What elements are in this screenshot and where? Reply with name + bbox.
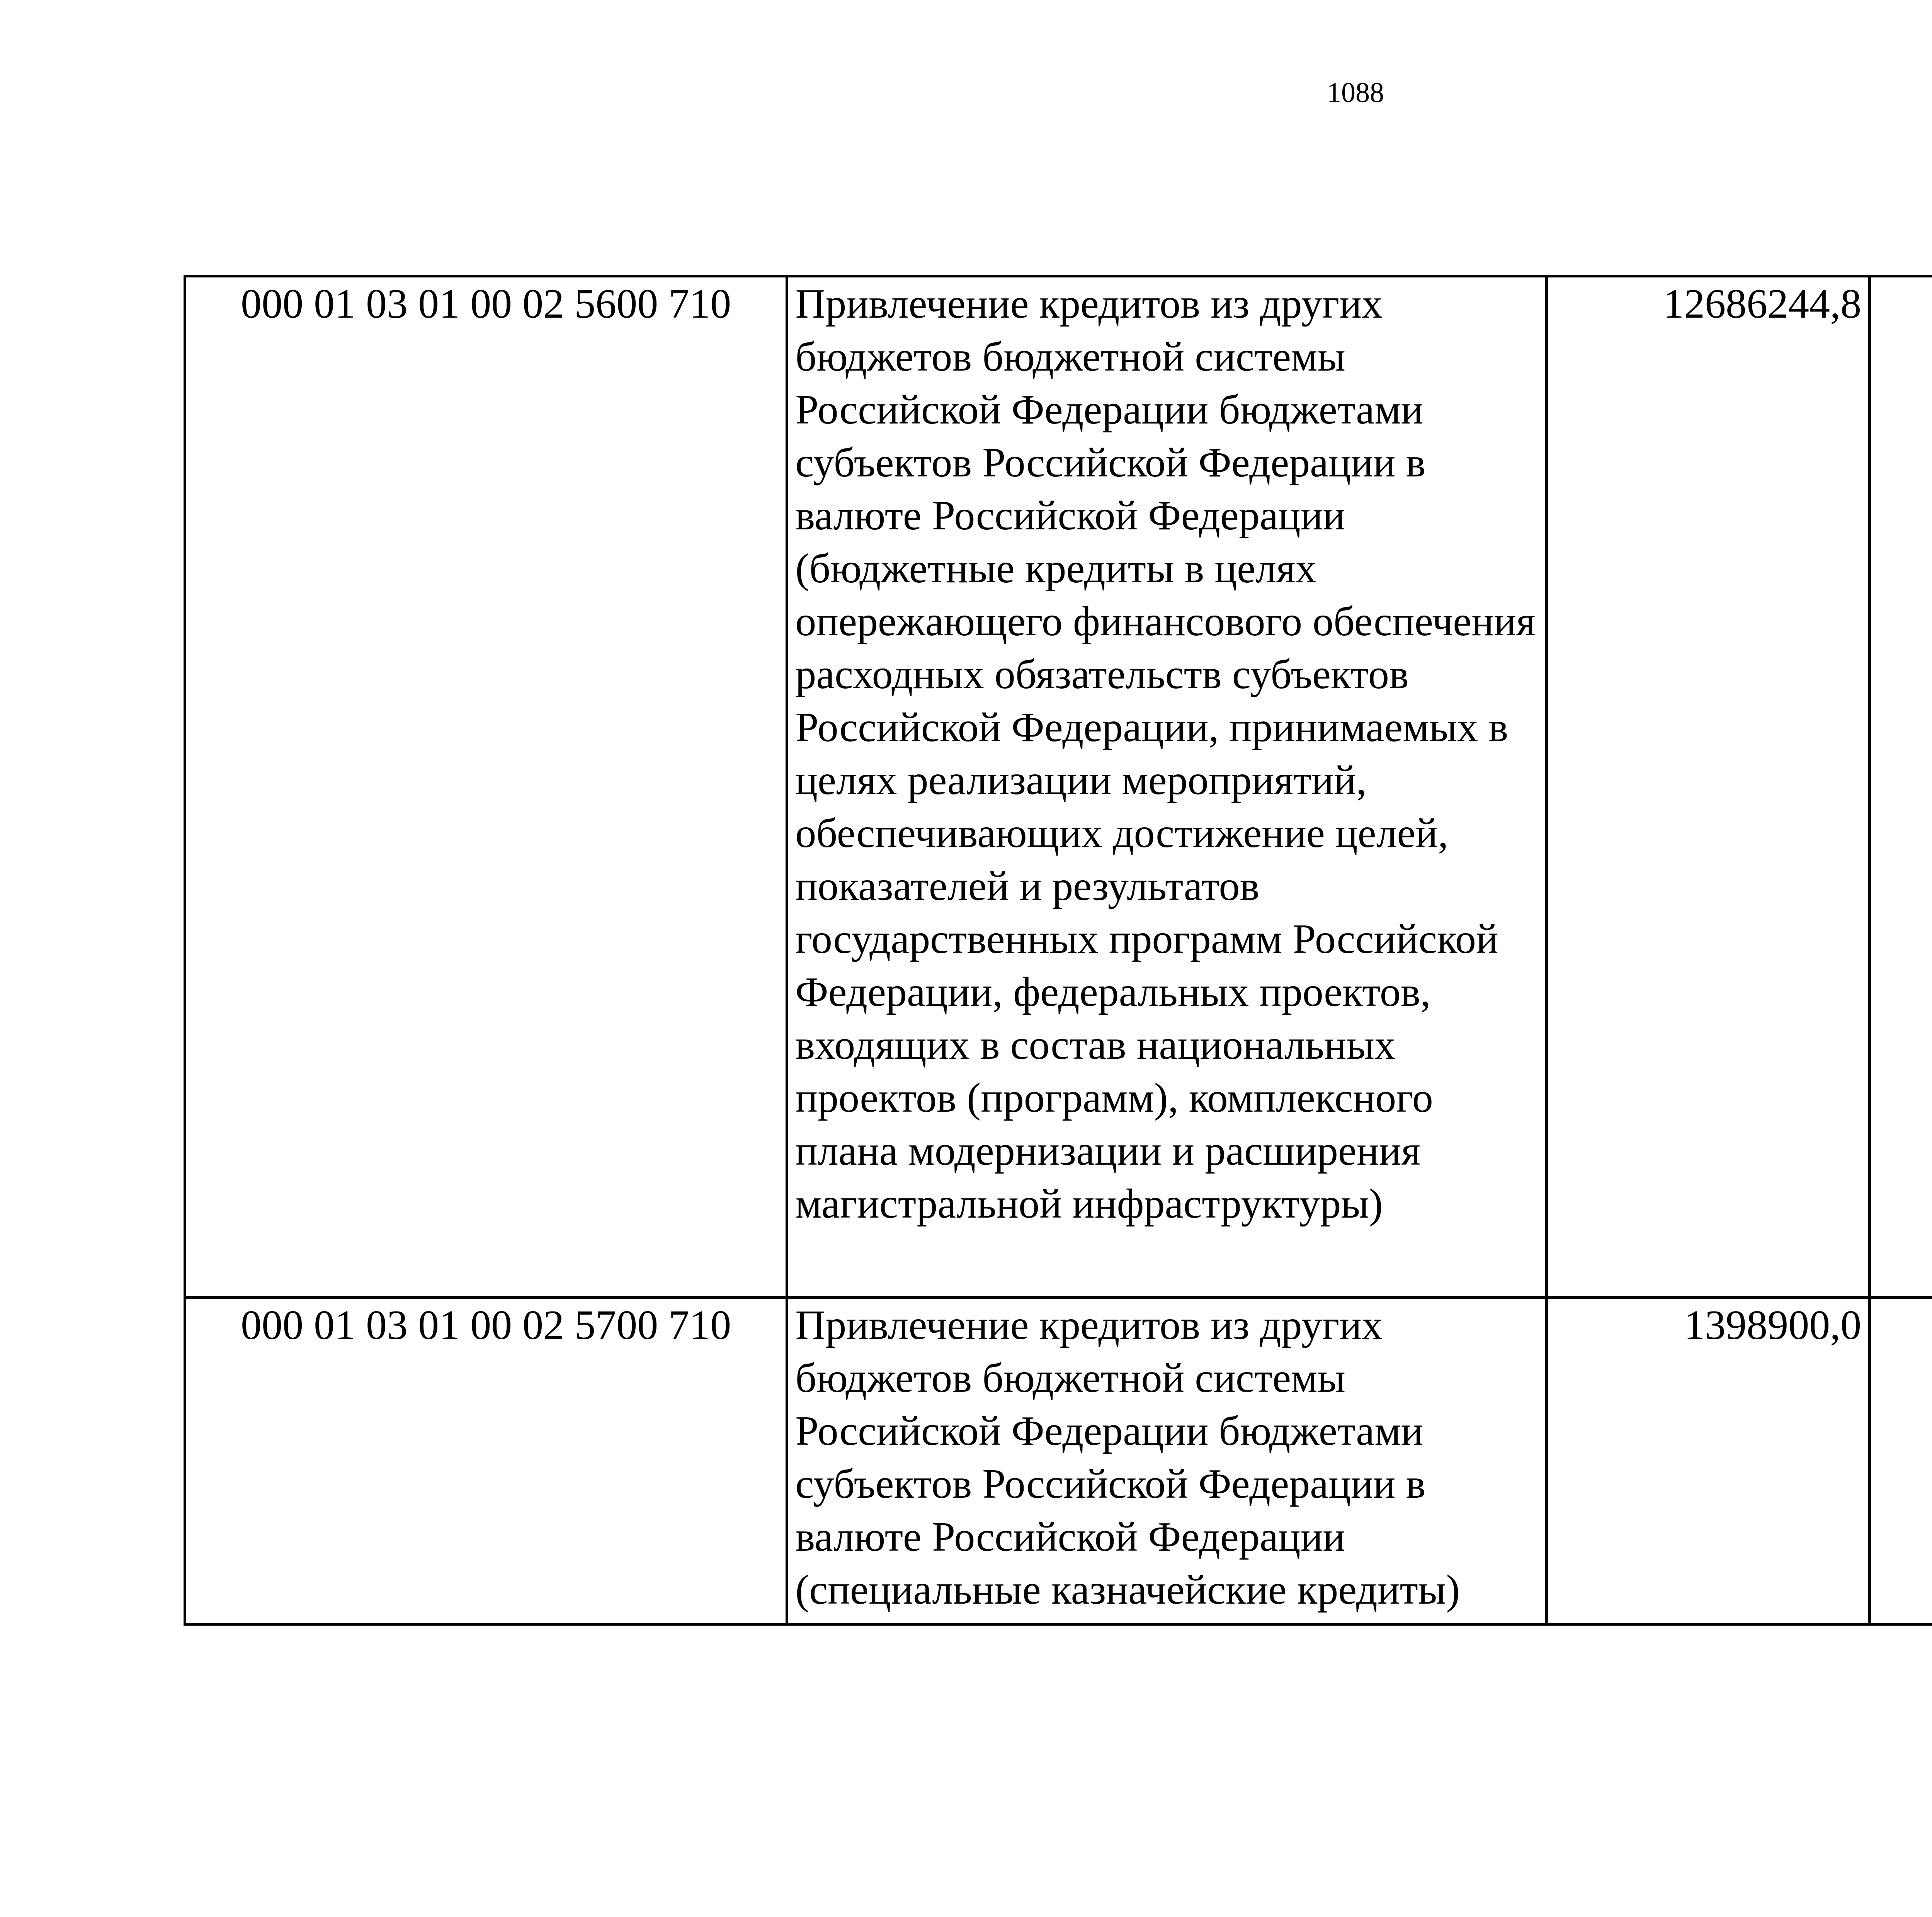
description-cell: Привлечение кредитов из других бюджетов бюджетной системы Российской Федерации бюджетами субъектов Российской Федерации в валюте Российской Федерации (бюджетные кредиты в целях опережающего финансового обеспечения расходных обязательств субъектов Российской Федерации, принимаемых в целях реализации мероприятий, обеспечивающих достижение целей, показателей и результатов государственных программ Российской Федерации, федеральных проектов, входящих в состав национальных проектов (программ), комплексного плана модернизации и расширения магистральной инфраструктуры) (787, 276, 1546, 1298)
table-row (185, 1298, 1932, 1624)
table-row (185, 276, 1932, 1298)
amount-cell: 12686244,8 (1546, 276, 1869, 1298)
empty-cell (1870, 1298, 1932, 1624)
empty-cell (1870, 276, 1932, 1298)
budget-sources-table (184, 275, 1932, 1626)
page-number: 1088 (1327, 77, 1384, 109)
amount-cell: 1398900,0 (1546, 1298, 1869, 1624)
description-cell: Привлечение кредитов из других бюджетов бюджетной системы Российской Федерации бюджетами субъектов Российской Федерации в валюте Российской Федерации (специальные казначейские кредиты) (787, 1298, 1546, 1624)
budget-code-cell: 000 01 03 01 00 02 5600 710 (185, 276, 787, 1298)
budget-code-cell: 000 01 03 01 00 02 5700 710 (185, 1298, 787, 1624)
